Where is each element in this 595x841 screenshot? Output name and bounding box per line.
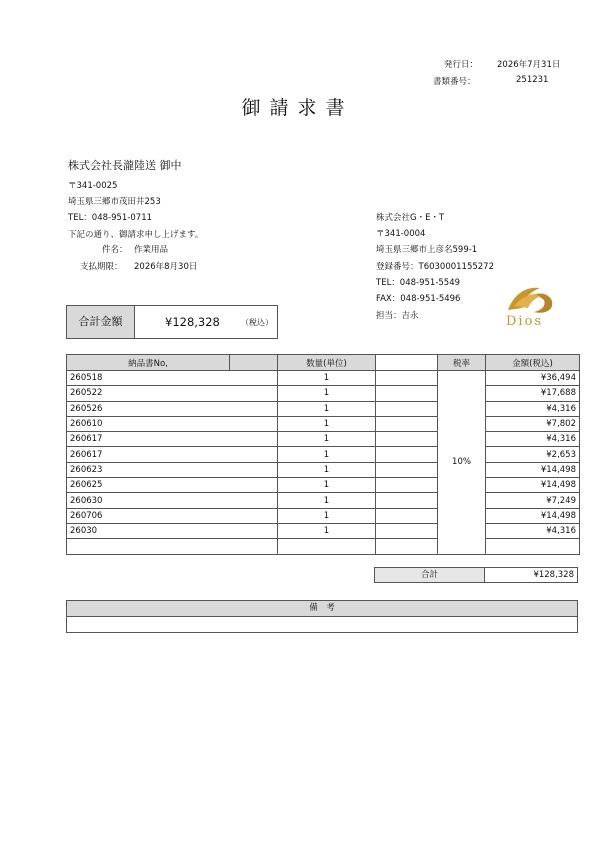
issuer-person: 担当：吉永 [376,311,419,321]
issuer-company: 株式会社G・E・T [376,213,445,223]
subject-label: 件名： [102,245,128,255]
cell-blank [376,508,438,523]
cell-qty: 1 [278,371,376,386]
cell-qty: 1 [278,508,376,523]
cell-tax-rate: 10% [438,371,486,555]
cell-delivery-no: 260610 [67,416,278,431]
total-amount-label-cell [67,306,135,338]
cell-blank [376,371,438,386]
subject-value: 作業用品 [134,245,169,255]
cell-delivery-no: 26030 [67,523,278,538]
cell-delivery-no: 260522 [67,386,278,401]
table-row [67,478,580,493]
cell-amount: ¥4,316 [486,523,580,538]
cell-amount: ¥4,316 [486,432,580,447]
cell-amount: ¥7,802 [486,416,580,431]
cell-amount: ¥14,498 [486,508,580,523]
table-header-row [67,355,580,371]
total-amount-label: 合計金額 [78,315,123,328]
table-total-label: 合計 [420,570,438,580]
cell-qty: 1 [278,523,376,538]
cell-qty: 1 [278,416,376,431]
remarks-box [66,600,578,633]
cell-amount: ¥36,494 [486,371,580,386]
table-row [67,416,580,431]
cell-qty: 1 [278,447,376,462]
cell-blank [376,539,438,554]
cell-qty: 1 [278,401,376,416]
cell-amount: ¥4,316 [486,401,580,416]
table-row [67,432,580,447]
issuer-zip: 〒341-0004 [376,229,426,239]
table-total-label-cell [374,567,485,583]
issue-date-label: 発行日： [444,60,479,70]
total-amount-value: ¥128,328 [165,315,220,329]
cell-delivery-no: 260518 [67,371,278,386]
cell-qty: 1 [278,462,376,477]
recipient-address: 埼玉県三郷市茂田井253 [68,197,161,207]
issuer-address: 埼玉県三郷市上彦名599-1 [376,245,478,255]
total-tax-note: （税込） [241,318,273,327]
table-total-amount-cell [484,567,578,583]
table-row [67,447,580,462]
cell-blank [376,478,438,493]
intro-text: 下記の通り、御請求申し上げます。 [68,230,204,240]
logo-text: Dios [506,314,544,329]
cell-amount: ¥7,249 [486,493,580,508]
cell-blank [376,462,438,477]
due-label: 支払期限： [80,262,123,272]
cell-amount: ¥14,498 [486,462,580,477]
cell-delivery-no: 260623 [67,462,278,477]
items-table [66,354,580,555]
cell-delivery-no: 260617 [67,432,278,447]
issue-date: 2026年7月31日 [497,60,561,70]
cell-delivery-no [67,539,278,554]
cell-blank [376,401,438,416]
issuer-fax: FAX：048-951-5496 [376,294,461,304]
table-row [67,462,580,477]
cell-amount [486,539,580,554]
issuer-reg-no: 登録番号：T6030001155272 [376,262,494,272]
cell-delivery-no: 260706 [67,508,278,523]
logo-wing-icon [500,280,560,316]
cell-blank [376,523,438,538]
cell-amount: ¥2,653 [486,447,580,462]
recipient-tel: TEL：048-951-0711 [68,213,153,223]
cell-blank [376,416,438,431]
recipient-zip: 〒341-0025 [68,181,118,191]
cell-blank [376,493,438,508]
cell-blank [376,432,438,447]
page-title: 御請求書 [241,97,354,119]
cell-delivery-no: 260617 [67,447,278,462]
doc-no: 251231 [516,75,549,85]
company-logo [500,280,560,332]
table-row [67,401,580,416]
table-row [67,539,580,554]
cell-blank [376,447,438,462]
header-blank-2 [376,355,438,371]
table-row [67,508,580,523]
issuer-tel: TEL：048-951-5549 [376,278,461,288]
due-value: 2026年8月30日 [134,262,198,272]
cell-delivery-no: 260625 [67,478,278,493]
cell-qty: 1 [278,478,376,493]
cell-delivery-no: 260526 [67,401,278,416]
cell-qty: 1 [278,432,376,447]
header-blank [230,355,278,371]
remarks-label: 備 考 [67,601,577,617]
table-row [67,523,580,538]
header-tax-rate: 税率 [438,355,486,371]
table-total-amount: ¥128,328 [533,570,574,580]
cell-qty [278,539,376,554]
header-qty: 数量(単位) [278,355,376,371]
table-row [67,493,580,508]
doc-no-label: 書類番号： [433,77,476,87]
cell-qty: 1 [278,493,376,508]
header-delivery-no: 納品書No, [67,355,230,371]
cell-qty: 1 [278,386,376,401]
header-amount: 金額(税込) [486,355,580,371]
total-amount-box [66,305,278,339]
table-row [67,371,580,386]
cell-amount: ¥17,688 [486,386,580,401]
recipient-name: 株式会社長瀧陸送 御中 [68,159,182,172]
cell-blank [376,386,438,401]
cell-delivery-no: 260630 [67,493,278,508]
items-body [67,371,580,555]
cell-amount: ¥14,498 [486,478,580,493]
table-row [67,386,580,401]
